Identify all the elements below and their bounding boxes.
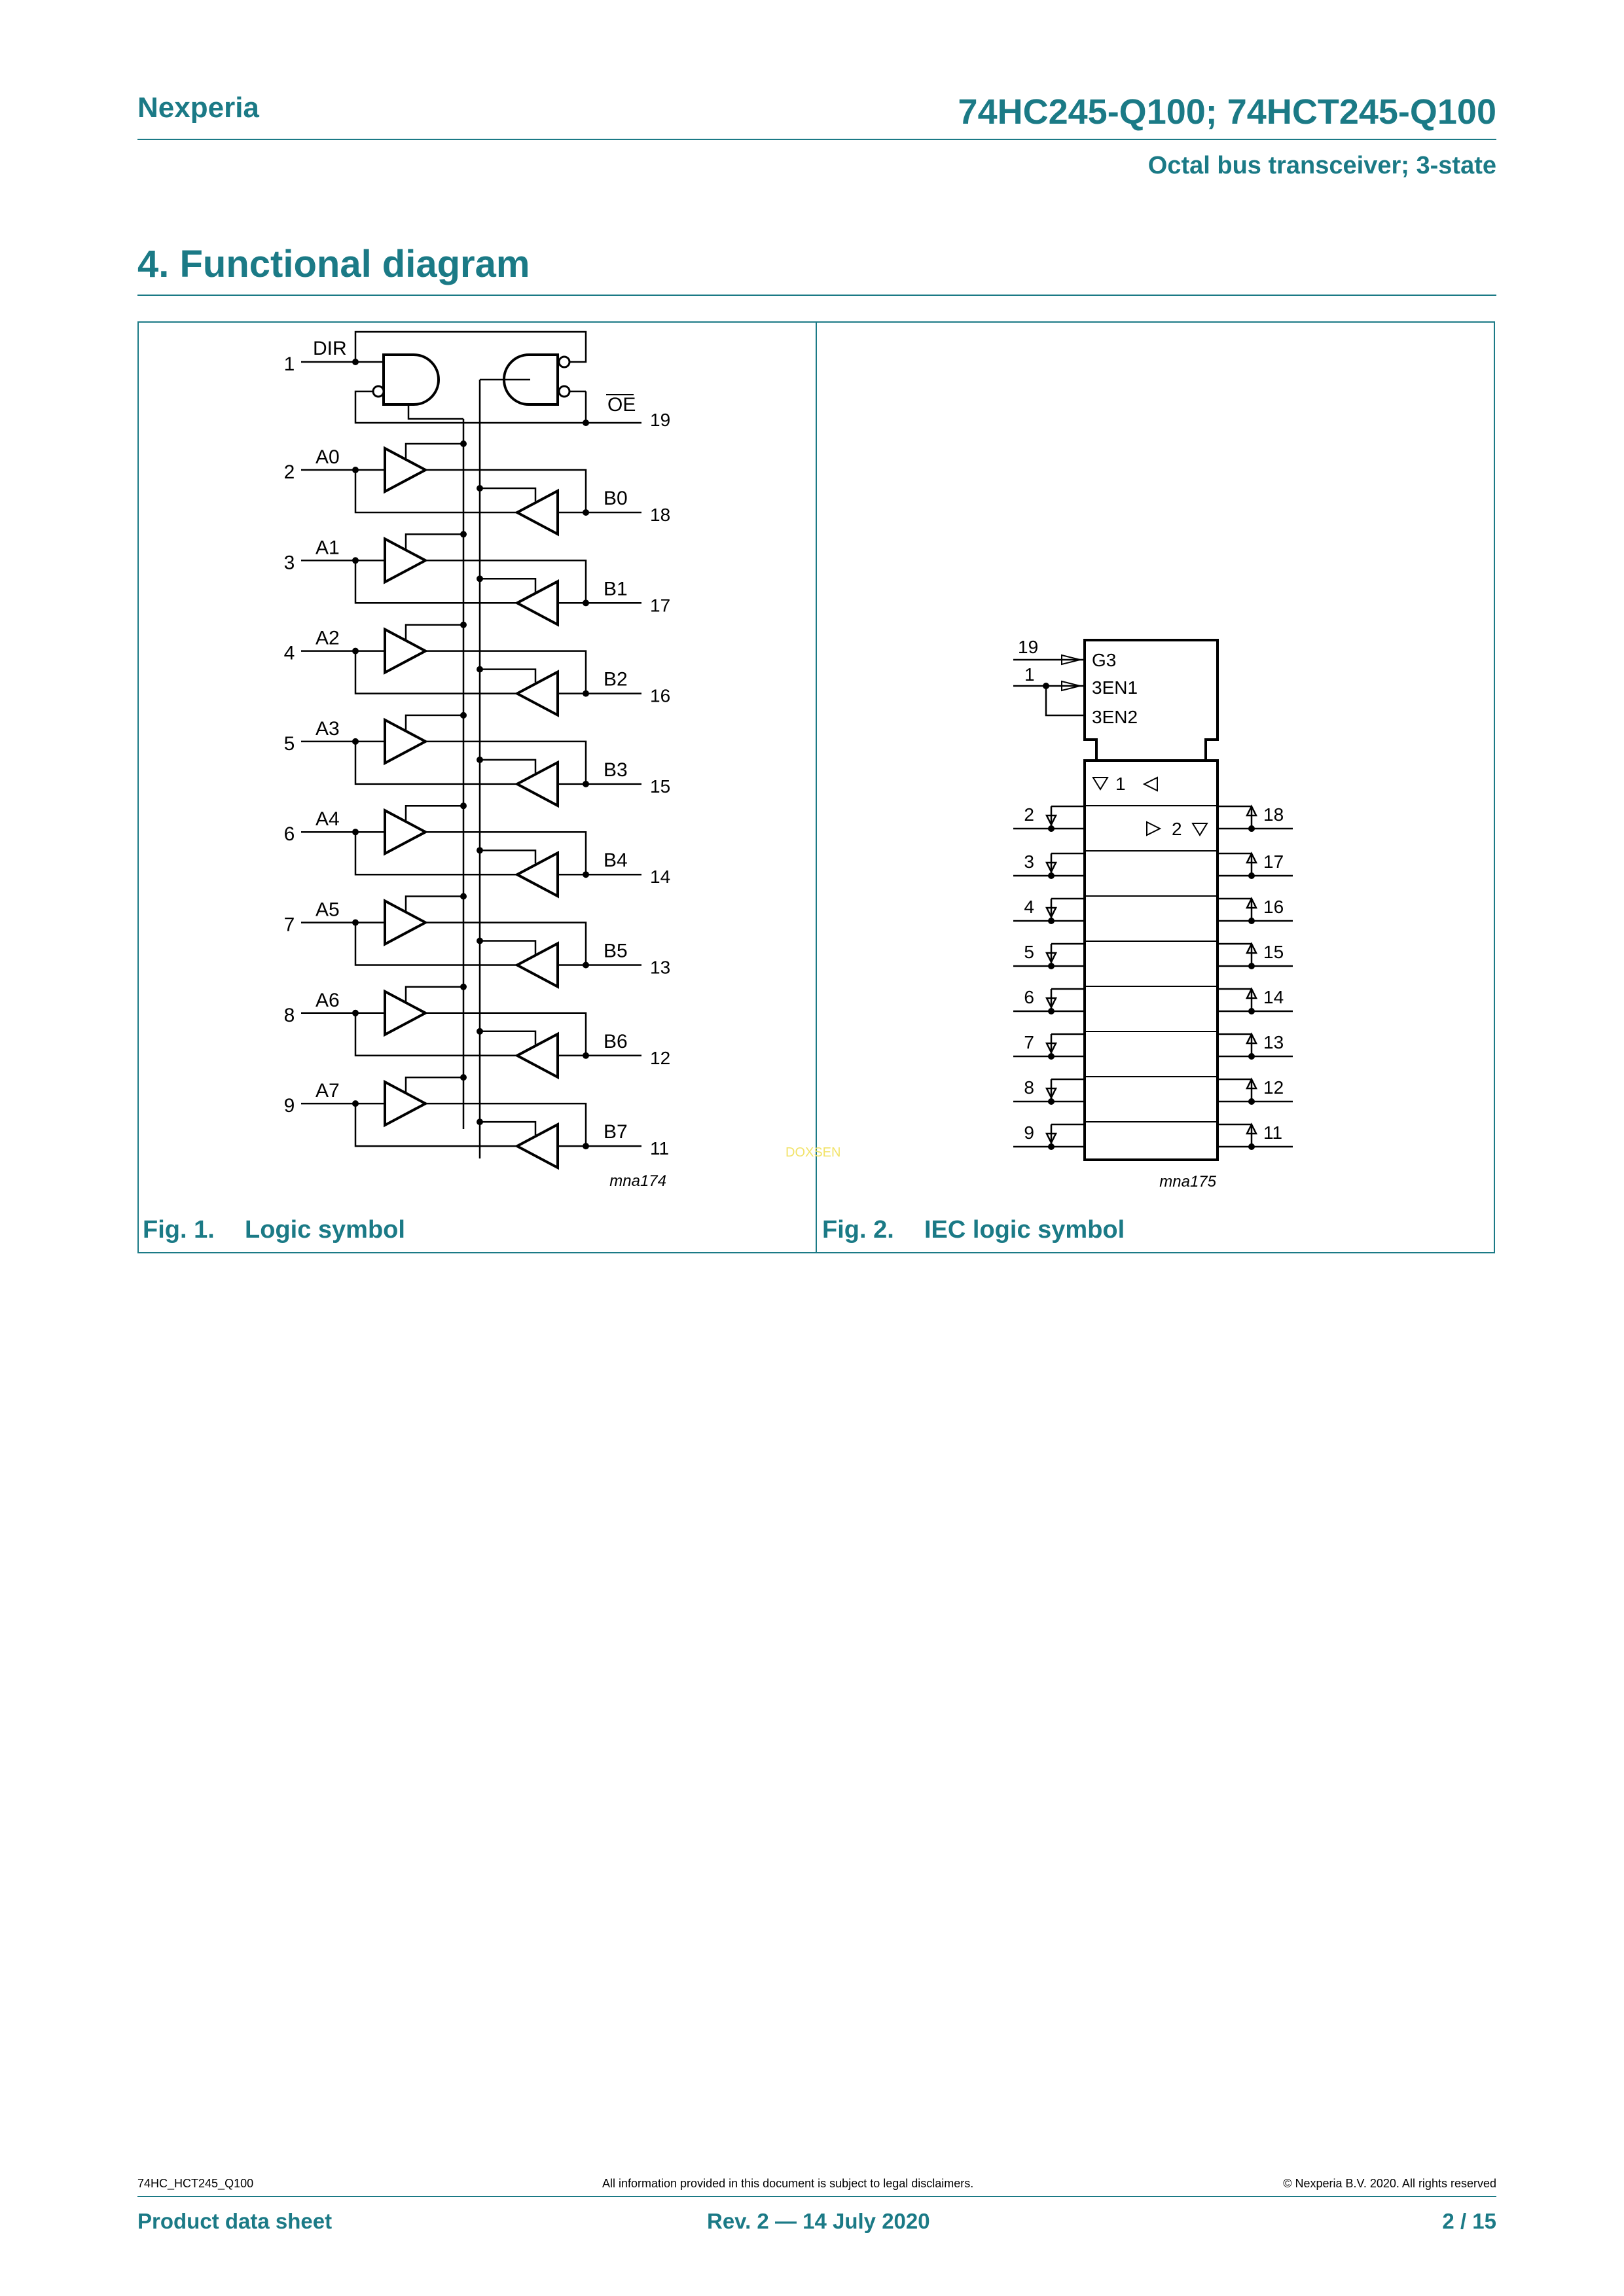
pin-number: 18 bbox=[650, 505, 671, 525]
figure2-caption-text: IEC logic symbol bbox=[924, 1216, 1125, 1244]
pin-number: 17 bbox=[650, 595, 671, 616]
pin-number: 16 bbox=[650, 685, 671, 706]
b-port-label: B4 bbox=[604, 850, 628, 872]
buffer-b-to-a bbox=[517, 944, 558, 987]
iec-left-pin: 5 bbox=[1024, 942, 1034, 962]
junction-dot bbox=[477, 575, 483, 582]
buffer-enable-wire bbox=[480, 941, 535, 954]
pin-number: 9 bbox=[283, 1095, 295, 1117]
return-wire bbox=[355, 1103, 517, 1146]
figure1-code: mna174 bbox=[609, 1172, 666, 1190]
dir-label: DIR bbox=[313, 338, 347, 359]
junction-dot bbox=[583, 871, 589, 878]
figure2-caption bbox=[822, 1216, 1125, 1244]
a-port-label: A6 bbox=[316, 989, 340, 1011]
junction-dot bbox=[460, 893, 467, 900]
buffer-enable-wire bbox=[406, 534, 463, 550]
junction-dot bbox=[460, 1074, 467, 1081]
iec-control-wire bbox=[1046, 686, 1085, 715]
iec-right-pin: 11 bbox=[1263, 1122, 1283, 1143]
pin-number: 3 bbox=[283, 552, 295, 574]
junction-dot bbox=[477, 847, 483, 853]
junction-dot bbox=[583, 691, 589, 697]
pin-number: 6 bbox=[283, 823, 295, 846]
b-port-label: B5 bbox=[604, 940, 628, 962]
footer-doc-type: Product data sheet bbox=[137, 2209, 333, 2233]
footer-revision: Rev. 2 — 14 July 2020 bbox=[707, 2209, 930, 2233]
b-port-label: B3 bbox=[604, 759, 628, 781]
return-wire bbox=[355, 470, 517, 512]
return-wire bbox=[355, 923, 517, 965]
return-wire bbox=[355, 651, 517, 694]
figure1-caption bbox=[143, 1216, 405, 1244]
junction-dot bbox=[583, 600, 589, 606]
iec-right-pin: 14 bbox=[1263, 987, 1284, 1007]
a-port-label: A2 bbox=[316, 627, 340, 649]
pin-number: 14 bbox=[650, 867, 671, 888]
inverter-bubble bbox=[559, 386, 569, 397]
buffer-output-wire bbox=[425, 470, 586, 512]
inverter-bubble bbox=[373, 386, 384, 397]
iec-left-pin: 2 bbox=[1024, 804, 1034, 825]
header-part-numbers: 74HC245-Q100; 74HCT245-Q100 bbox=[958, 92, 1496, 132]
pin-number: 15 bbox=[650, 776, 671, 797]
junction-dot bbox=[477, 757, 483, 763]
buffer-b-to-a bbox=[517, 672, 558, 715]
section-title: 4. Functional diagram bbox=[137, 243, 530, 285]
return-wire bbox=[355, 560, 517, 603]
buffer-b-to-a bbox=[517, 1124, 558, 1168]
footer-page: 2 / 15 bbox=[1442, 2209, 1496, 2233]
buffer-enable-wire bbox=[480, 488, 535, 501]
pin-number: 2 bbox=[283, 461, 295, 483]
iec-right-pin: 13 bbox=[1263, 1032, 1284, 1052]
junction-dot bbox=[583, 1143, 589, 1149]
iec-left-pin: 4 bbox=[1024, 897, 1034, 917]
buffer-output-wire bbox=[425, 1103, 586, 1146]
figure2-number: Fig. 2. bbox=[822, 1216, 894, 1244]
pin-number: 11 bbox=[650, 1138, 670, 1159]
buffer-b-to-a bbox=[517, 762, 558, 806]
iec-control-label: G3 bbox=[1092, 650, 1117, 670]
buffer-enable-wire bbox=[480, 850, 535, 863]
direction-arrow bbox=[1144, 778, 1157, 791]
buffer-b-to-a bbox=[517, 581, 558, 624]
output-triangle bbox=[1093, 778, 1108, 789]
buffer-output-wire bbox=[425, 560, 586, 603]
junction-dot bbox=[460, 440, 467, 447]
footer-rule bbox=[137, 2196, 1496, 2197]
junction-dot bbox=[460, 984, 467, 990]
buffer-output-wire bbox=[425, 1013, 586, 1056]
a-port-label: A3 bbox=[316, 717, 340, 740]
inverter-bubble bbox=[559, 357, 569, 367]
junction-dot bbox=[583, 1052, 589, 1059]
iec-left-pin: 7 bbox=[1024, 1032, 1034, 1052]
iec-right-pin: 18 bbox=[1263, 804, 1284, 825]
junction-dot bbox=[477, 485, 483, 492]
return-wire bbox=[355, 742, 517, 784]
watermark: DOXSEN bbox=[785, 1145, 841, 1160]
a-port-label: A1 bbox=[316, 537, 340, 559]
b-port-label: B2 bbox=[604, 668, 628, 691]
pin-number: 8 bbox=[283, 1004, 295, 1026]
footer-disclaimer: All information provided in this document is subject to legal disclaimers. bbox=[602, 2177, 974, 2190]
header-subtitle: Octal bus transceiver; 3-state bbox=[1147, 152, 1496, 179]
footer-copyright: © Nexperia B.V. 2020. All rights reserved bbox=[1283, 2177, 1496, 2190]
junction-dot bbox=[460, 712, 467, 719]
return-wire bbox=[355, 832, 517, 874]
return-wire bbox=[355, 1013, 517, 1056]
a-port-label: A5 bbox=[316, 899, 340, 921]
b-port-label: B7 bbox=[604, 1121, 628, 1143]
buffer-enable-wire bbox=[480, 760, 535, 773]
a-port-label: A0 bbox=[316, 446, 340, 468]
b-port-label: B1 bbox=[604, 578, 628, 600]
iec-control-label: 3EN2 bbox=[1092, 707, 1138, 727]
b-port-label: B6 bbox=[604, 1030, 628, 1052]
junction-dot bbox=[460, 531, 467, 537]
iec-control-label: 3EN1 bbox=[1092, 677, 1138, 698]
iec-left-pin: 3 bbox=[1024, 852, 1034, 872]
iec-right-pin: 17 bbox=[1263, 852, 1284, 872]
buffer-enable-wire bbox=[480, 1031, 535, 1045]
iec-left-pin: 6 bbox=[1024, 987, 1034, 1007]
pin-number: 5 bbox=[283, 732, 295, 755]
b-port-label: B0 bbox=[604, 488, 628, 509]
iec-row-label: 1 bbox=[1115, 774, 1126, 794]
dir-wire bbox=[355, 332, 586, 362]
buffer-enable-wire bbox=[480, 1122, 535, 1135]
junction-dot bbox=[460, 802, 467, 809]
junction-dot bbox=[460, 622, 467, 628]
buffer-output-wire bbox=[425, 832, 586, 874]
pin-number: 4 bbox=[283, 642, 295, 664]
buffer-output-wire bbox=[425, 651, 586, 694]
pin-number: 19 bbox=[650, 410, 671, 430]
iec-left-pin: 8 bbox=[1024, 1077, 1034, 1098]
figure2-code: mna175 bbox=[1159, 1173, 1216, 1191]
pin-number: 1 bbox=[283, 353, 295, 375]
buffer-output-wire bbox=[425, 923, 586, 965]
iec-right-pin: 15 bbox=[1263, 942, 1284, 962]
iec-control-pin: 1 bbox=[1024, 664, 1035, 685]
direction-arrow bbox=[1147, 822, 1160, 835]
a-port-label: A7 bbox=[316, 1080, 340, 1102]
oe-label: OE bbox=[607, 394, 636, 416]
junction-dot bbox=[477, 666, 483, 673]
output-triangle bbox=[1193, 823, 1207, 835]
iec-right-pin: 16 bbox=[1263, 897, 1284, 917]
junction-dot bbox=[477, 1119, 483, 1125]
buffer-enable-wire bbox=[406, 625, 463, 641]
pin-number: 7 bbox=[283, 914, 295, 936]
iec-row-label: 2 bbox=[1172, 819, 1182, 839]
junction-dot bbox=[477, 938, 483, 944]
buffer-enable-wire bbox=[406, 806, 463, 821]
iec-left-pin: 9 bbox=[1024, 1122, 1034, 1143]
iec-control-pin: 19 bbox=[1018, 637, 1039, 657]
buffer-enable-wire bbox=[406, 444, 463, 459]
figure1-number: Fig. 1. bbox=[143, 1216, 215, 1244]
junction-dot bbox=[477, 1028, 483, 1035]
buffer-enable-wire bbox=[406, 897, 463, 912]
buffer-enable-wire bbox=[406, 987, 463, 1003]
iec-data-block bbox=[1085, 761, 1218, 1160]
buffer-b-to-a bbox=[517, 853, 558, 896]
gate-input-wire bbox=[355, 391, 586, 423]
junction-dot bbox=[583, 509, 589, 516]
buffer-b-to-a bbox=[517, 1034, 558, 1077]
figure1-caption-text: Logic symbol bbox=[245, 1216, 405, 1244]
buffer-b-to-a bbox=[517, 491, 558, 534]
buffer-enable-wire bbox=[406, 715, 463, 731]
footer-doc-id: 74HC_HCT245_Q100 bbox=[137, 2177, 254, 2190]
a-port-label: A4 bbox=[316, 808, 340, 831]
junction-dot bbox=[583, 962, 589, 969]
pin-number: 13 bbox=[650, 957, 671, 978]
buffer-enable-wire bbox=[480, 670, 535, 683]
header-brand: Nexperia bbox=[137, 92, 259, 124]
buffer-enable-wire bbox=[406, 1077, 463, 1093]
iec-right-pin: 12 bbox=[1263, 1077, 1284, 1098]
junction-dot bbox=[583, 781, 589, 787]
enable-wire-a bbox=[408, 404, 463, 419]
buffer-enable-wire bbox=[480, 579, 535, 592]
and-gate-dir bbox=[384, 355, 439, 404]
buffer-output-wire bbox=[425, 742, 586, 784]
pin-number: 12 bbox=[650, 1047, 671, 1068]
